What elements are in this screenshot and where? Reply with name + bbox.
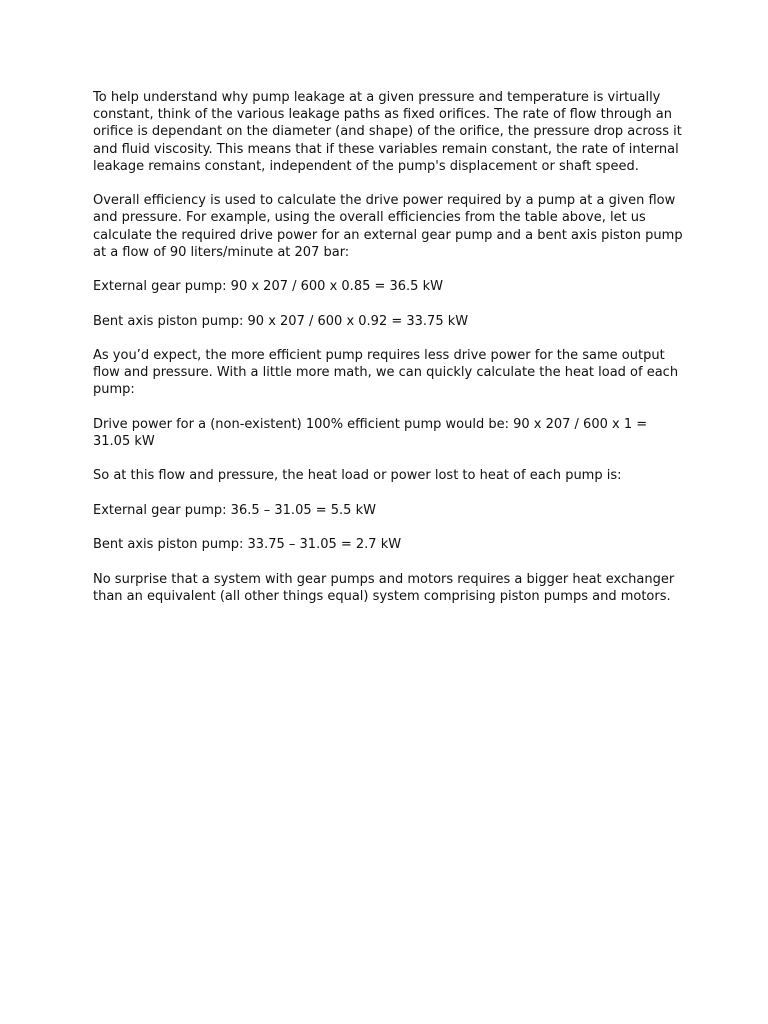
paragraph-leakage-orifices: To help understand why pump leakage at a given pressure and temperature is virtually constant, think of the various leakage paths as fixed orifices. The rate of flow through an orifice is dependant on the diameter (and shape) of the orifice, the pressure drop across it and fluid viscosity. This means that if these variables remain constant, the rate of internal leakage remains constant, independent of the pump's displacement or shaft speed. (93, 90, 682, 174)
paragraph-efficient-pump-note: As you’d expect, the more efficient pump requires less drive power for the same output flow and pressure. With a little more math, we can quickly calculate the heat load of each pump: (93, 347, 679, 398)
paragraph-gear-pump-drive-power: External gear pump: 90 x 207 / 600 x 0.85 = 36.5 kW (93, 279, 443, 295)
paragraph-piston-pump-drive-power: Bent axis piston pump: 90 x 207 / 600 x 0.92 = 33.75 kW (93, 313, 469, 329)
paragraph-gear-pump-heat-load: External gear pump: 36.5 – 31.05 = 5.5 kW (93, 502, 376, 518)
paragraph-ideal-pump-drive-power: Drive power for a (non-existent) 100% efficient pump would be: 90 x 207 / 600 x 1 = 31.05 kW (93, 416, 648, 449)
paragraph-heat-load-intro: So at this flow and pressure, the heat load or power lost to heat of each pump is: (93, 468, 622, 484)
paragraph-conclusion: No surprise that a system with gear pumps and motors requires a bigger heat exchanger than an equivalent (all other things equal) system comprising piston pumps and motors. (93, 571, 675, 604)
document-page (93, 89, 683, 622)
paragraph-piston-pump-heat-load: Bent axis piston pump: 33.75 – 31.05 = 2.7 kW (93, 537, 402, 553)
paragraph-overall-efficiency: Overall efficiency is used to calculate the drive power required by a pump at a given flow and pressure. For example, using the overall efficiencies from the table above, let us calculate the required drive power for an external gear pump and a bent axis piston pump at a flow of 90 liters/minute at 207 bar: (93, 193, 683, 260)
